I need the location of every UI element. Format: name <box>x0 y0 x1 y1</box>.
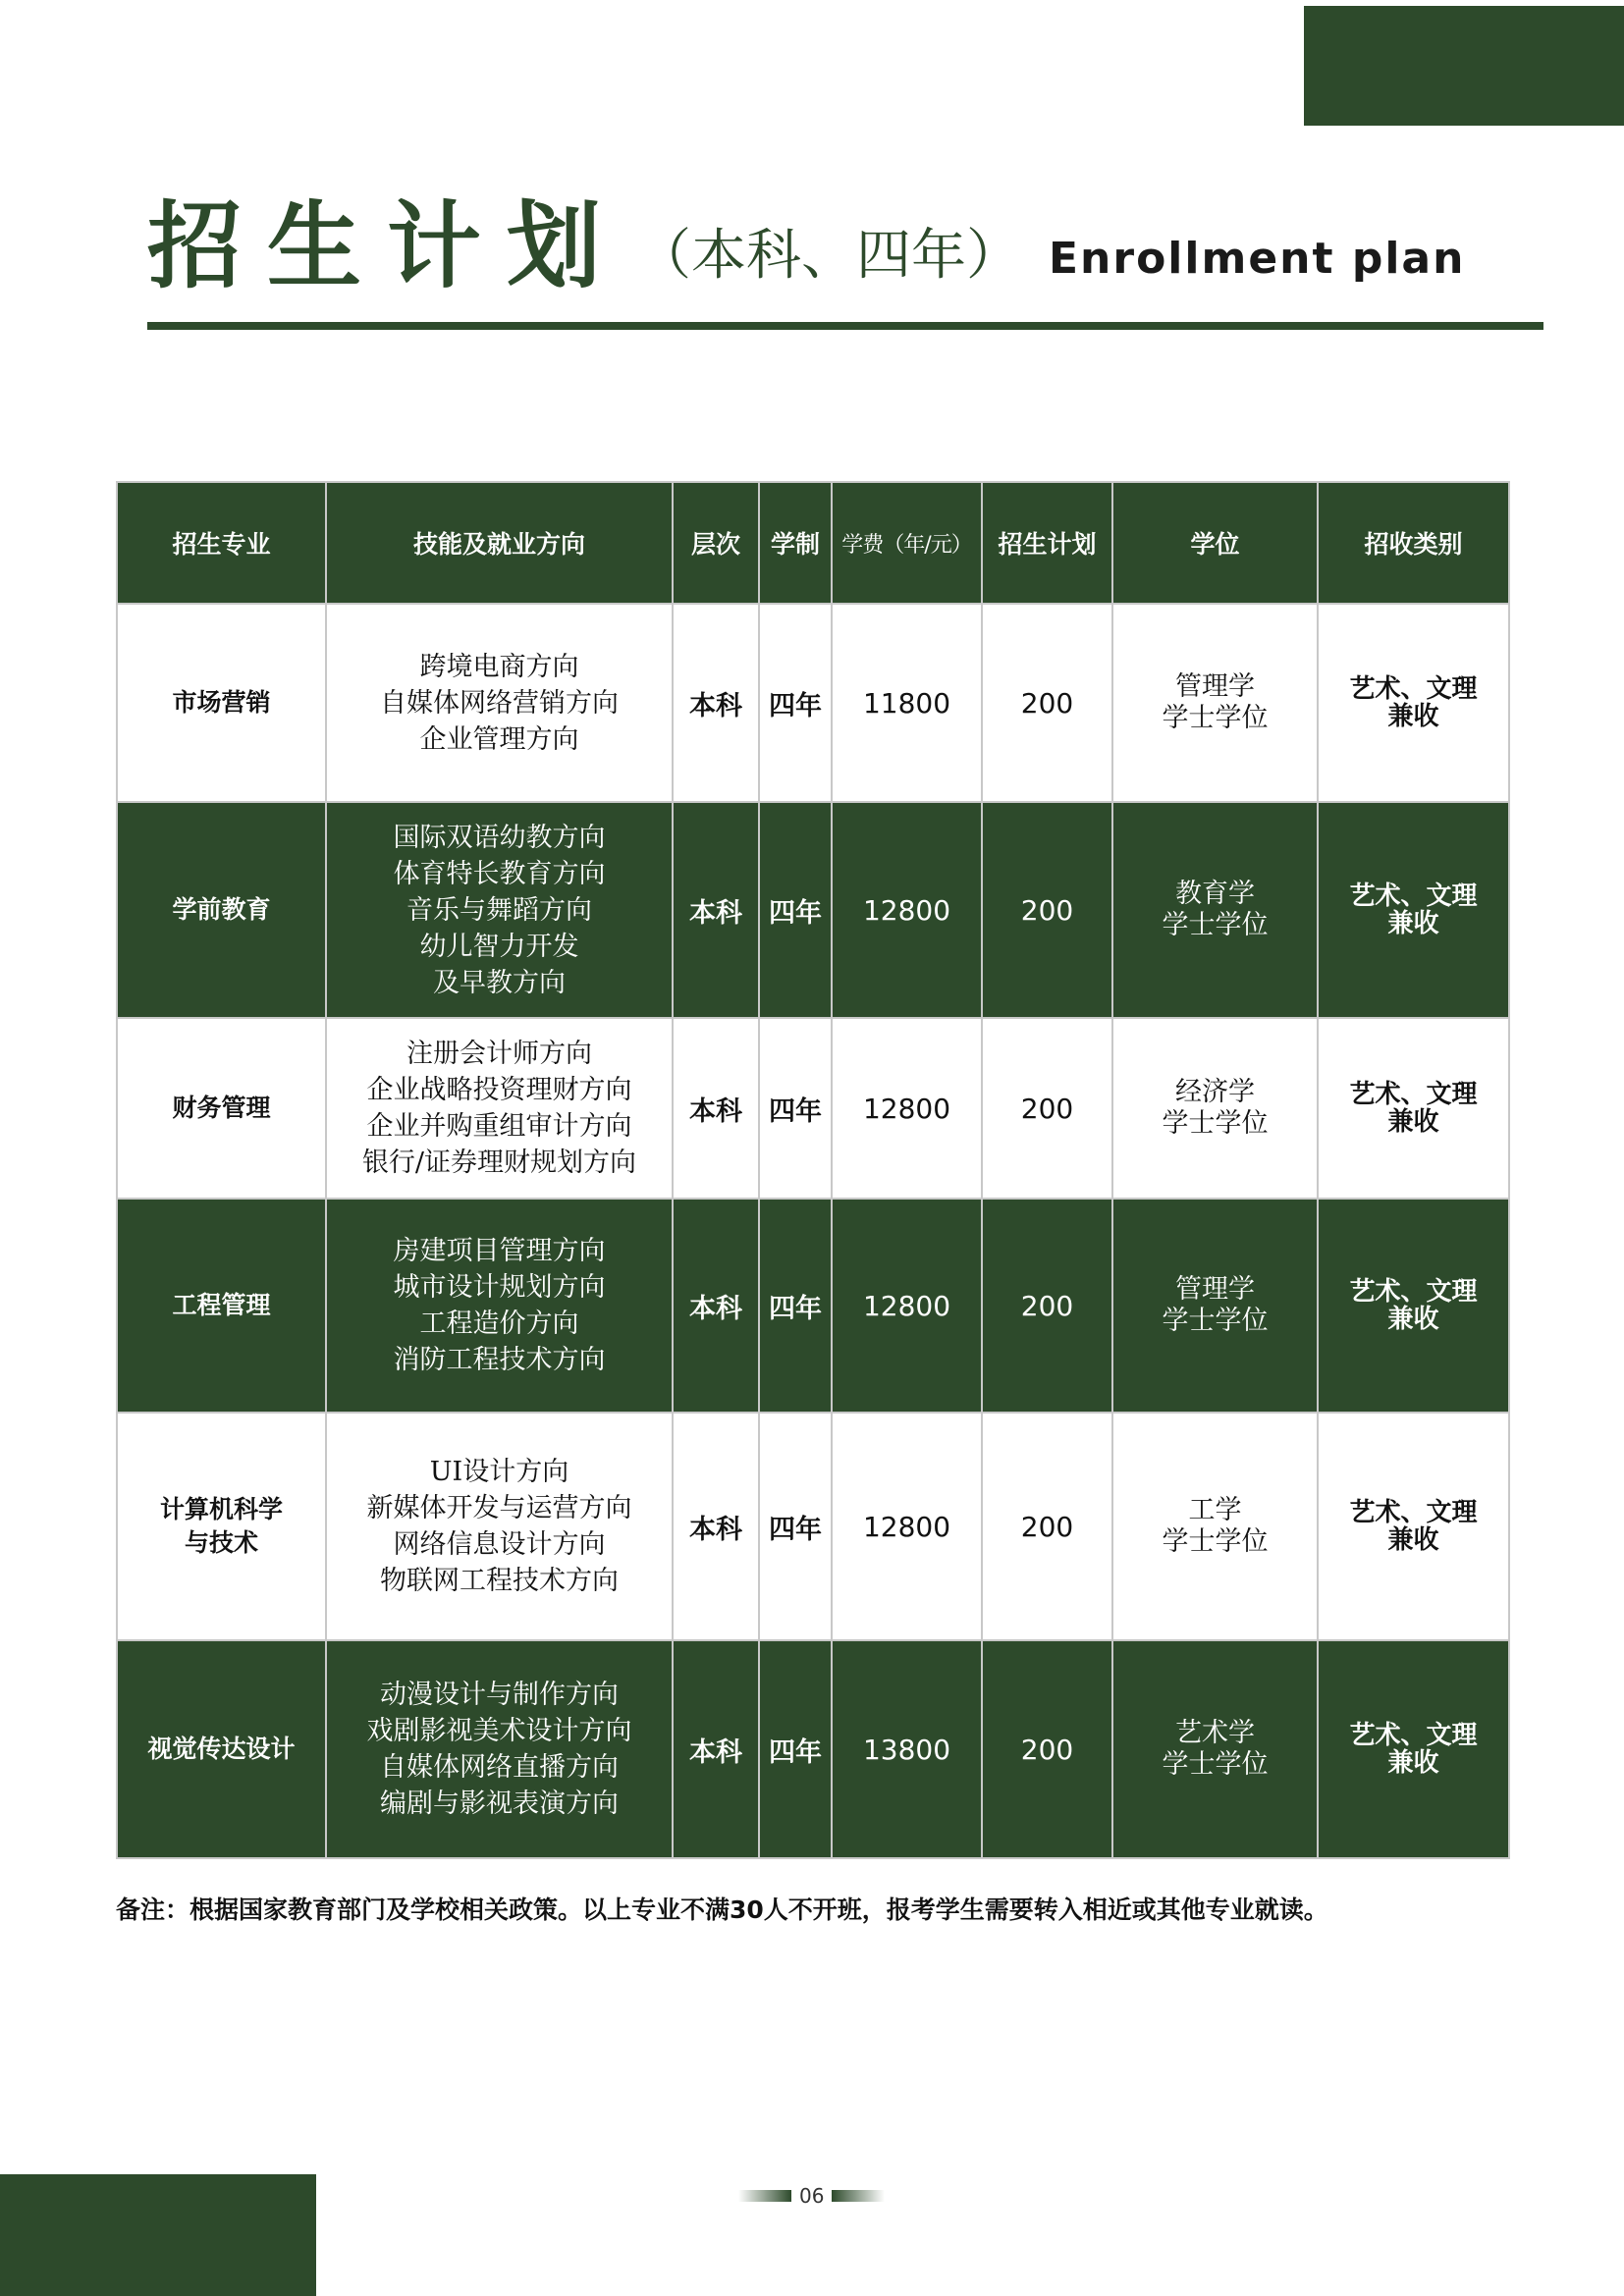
directions-cell: 注册会计师方向 企业战略投资理财方向 企业并购重组审计方向 银行/证券理财规划方向 <box>326 1018 673 1199</box>
table-row <box>117 1413 1509 1640</box>
header-quota: 招生计划 <box>982 482 1112 604</box>
category-cell: 艺术、文理 兼收 <box>1318 1640 1509 1858</box>
category-cell: 艺术、文理 兼收 <box>1318 1199 1509 1413</box>
degree-cell: 教育学 学士学位 <box>1112 802 1318 1018</box>
duration-cell: 四年 <box>759 604 832 802</box>
quota-cell: 200 <box>982 1640 1112 1858</box>
fee-cell: 13800 <box>832 1640 982 1858</box>
duration-cell: 四年 <box>759 1018 832 1199</box>
level-cell: 本科 <box>673 1018 759 1199</box>
category-cell: 艺术、文理 兼收 <box>1318 802 1509 1018</box>
degree-cell: 艺术学 学士学位 <box>1112 1640 1318 1858</box>
duration-cell: 四年 <box>759 1199 832 1413</box>
header-duration: 学制 <box>759 482 832 604</box>
title-divider <box>147 322 1543 330</box>
category-cell: 艺术、文理 兼收 <box>1318 1413 1509 1640</box>
duration-cell: 四年 <box>759 1640 832 1858</box>
table-row <box>117 1640 1509 1858</box>
table-header-row <box>117 482 1509 604</box>
level-cell: 本科 <box>673 1640 759 1858</box>
table-row <box>117 604 1509 802</box>
level-cell: 本科 <box>673 604 759 802</box>
directions-cell: 动漫设计与制作方向 戏剧影视美术设计方向 自媒体网络直播方向 编剧与影视表演方向 <box>326 1640 673 1858</box>
fee-cell: 12800 <box>832 1413 982 1640</box>
header-degree: 学位 <box>1112 482 1318 604</box>
level-cell: 本科 <box>673 802 759 1018</box>
header-major: 招生专业 <box>117 482 326 604</box>
degree-cell: 管理学 学士学位 <box>1112 604 1318 802</box>
major-cell: 市场营销 <box>117 604 326 802</box>
corner-decoration-bottom <box>0 2174 316 2296</box>
quota-cell: 200 <box>982 1199 1112 1413</box>
page-number-text: 06 <box>799 2184 825 2208</box>
quota-cell: 200 <box>982 1018 1112 1199</box>
duration-cell: 四年 <box>759 802 832 1018</box>
category-cell: 艺术、文理 兼收 <box>1318 1018 1509 1199</box>
degree-cell: 管理学 学士学位 <box>1112 1199 1318 1413</box>
quota-cell: 200 <box>982 802 1112 1018</box>
major-cell: 视觉传达设计 <box>117 1640 326 1858</box>
major-cell: 财务管理 <box>117 1018 326 1199</box>
directions-cell: 跨境电商方向 自媒体网络营销方向 企业管理方向 <box>326 604 673 802</box>
level-cell: 本科 <box>673 1199 759 1413</box>
page-number <box>738 2181 885 2211</box>
major-cell: 学前教育 <box>117 802 326 1018</box>
degree-cell: 经济学 学士学位 <box>1112 1018 1318 1199</box>
title-english: Enrollment plan <box>1049 234 1466 284</box>
table-row <box>117 802 1509 1018</box>
category-cell: 艺术、文理 兼收 <box>1318 604 1509 802</box>
page-number-bar-right <box>832 2190 885 2202</box>
header-fee: 学费（年/元） <box>832 482 982 604</box>
corner-decoration-top <box>1304 6 1624 126</box>
fee-cell: 12800 <box>832 1018 982 1199</box>
table-row <box>117 1018 1509 1199</box>
page-number-bar-left <box>738 2190 791 2202</box>
quota-cell: 200 <box>982 1413 1112 1640</box>
table-row <box>117 1199 1509 1413</box>
major-cell: 计算机科学 与技术 <box>117 1413 326 1640</box>
directions-cell: UI设计方向 新媒体开发与运营方向 网络信息设计方向 物联网工程技术方向 <box>326 1413 673 1640</box>
header-category: 招收类别 <box>1318 482 1509 604</box>
footnote: 备注：根据国家教育部门及学校相关政策。以上专业不满30人不开班，报考学生需要转入相近或其他专业就读。 <box>116 1896 1328 1924</box>
fee-cell: 11800 <box>832 604 982 802</box>
title-subtitle: （本科、四年） <box>636 224 1021 288</box>
page-title <box>147 192 1465 300</box>
title-chinese: 招生计划 <box>147 190 626 301</box>
degree-cell: 工学 学士学位 <box>1112 1413 1318 1640</box>
enrollment-table <box>116 481 1510 1859</box>
header-directions: 技能及就业方向 <box>326 482 673 604</box>
header-level: 层次 <box>673 482 759 604</box>
major-cell: 工程管理 <box>117 1199 326 1413</box>
fee-cell: 12800 <box>832 1199 982 1413</box>
directions-cell: 房建项目管理方向 城市设计规划方向 工程造价方向 消防工程技术方向 <box>326 1199 673 1413</box>
level-cell: 本科 <box>673 1413 759 1640</box>
quota-cell: 200 <box>982 604 1112 802</box>
duration-cell: 四年 <box>759 1413 832 1640</box>
fee-cell: 12800 <box>832 802 982 1018</box>
directions-cell: 国际双语幼教方向 体育特长教育方向 音乐与舞蹈方向 幼儿智力开发 及早教方向 <box>326 802 673 1018</box>
